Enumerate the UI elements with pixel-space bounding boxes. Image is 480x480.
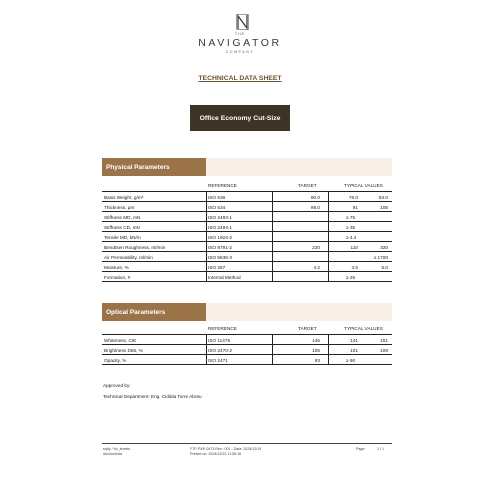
column-divider [328,222,329,231]
reference-standard: Internal Method [208,274,241,280]
brand-the: THE [235,32,245,36]
column-divider [272,232,273,241]
table-row [102,212,392,222]
header-typical-values: TYPICAL VALUES [344,326,383,331]
typical-min-value: 3.5 [351,264,358,270]
reference-standard: ISO 5636-3 [208,254,232,260]
column-divider [272,262,273,271]
brand-name: NAVIGATOR [198,37,282,49]
reference-standard: ISO 2470-2 [208,347,232,353]
column-divider [272,252,273,261]
column-divider [206,345,207,354]
table-row [102,335,392,345]
column-divider [206,202,207,211]
column-divider [206,232,207,241]
target-value: 98.0 [310,204,320,210]
table-row [102,262,392,272]
table-row [102,222,392,232]
column-divider [328,212,329,221]
document-title: TECHNICAL DATA SHEET [198,75,282,82]
table-row [102,192,392,202]
typical-limit-value: ≥ 4.4 [346,234,357,240]
typical-min-value: 110 [350,244,358,250]
parameter-name: Air Permeability, ml/min [104,254,153,260]
footer-left-line1: sqfty / fto_sheets [103,447,131,451]
parameter-name: Bendtsen Roughness, ml/min [104,244,166,250]
header-target: TARGET [298,183,317,188]
column-divider [272,242,273,251]
column-divider [272,192,273,201]
physical-table-header [102,181,392,190]
navigator-logo-icon [236,14,249,30]
column-divider [328,272,329,281]
typical-max-value: 5.0 [381,264,388,270]
typical-max-value: 109 [380,347,388,353]
typical-max-value: 105 [380,204,388,210]
target-value: 93 [314,357,320,363]
column-divider [272,212,273,221]
column-divider [328,202,329,211]
typical-max-value: 84.0 [378,194,388,200]
footer-left-line2: doc/moreda [103,452,122,456]
reference-standard: ISO 534 [208,204,226,210]
column-divider [206,262,207,271]
parameter-name: Formation, # [104,274,131,280]
header-reference: REFERENCE [208,326,237,331]
column-divider [206,242,207,251]
footer-page-value: 1 / 1 [377,447,384,451]
footer-divider [102,443,392,444]
header-reference: REFERENCE [208,183,237,188]
column-divider [206,355,207,364]
parameter-name: Whiteness, CIE [104,337,137,343]
table-row [102,252,392,262]
footer-revision: FTP-P&P-0473 Rev.: 001 - Data: 2024/12/19 [190,447,262,451]
parameter-name: Tensile MD, kN/m [104,234,141,240]
parameter-name: Opacity, % [104,357,127,363]
header-typical-values: TYPICAL VALUES [344,183,383,188]
column-divider [272,202,273,211]
column-divider [206,335,207,344]
column-divider [206,212,207,221]
target-value: 146 [312,337,320,343]
physical-parameters-title: Physical Parameters [102,158,206,176]
target-value: 80.0 [310,194,320,200]
parameter-name: Stiffness MD, mN [104,214,141,220]
target-value: 105 [312,347,320,353]
parameter-name: Stiffness CD, mN [104,224,140,230]
optical-parameters-band [102,303,392,321]
typical-min-value: 76.0 [348,194,358,200]
column-divider [206,192,207,201]
column-divider [328,345,329,354]
typical-limit-value: ≥ 25 [346,274,356,280]
table-row [102,242,392,252]
reference-standard: ISO 8791-2 [208,244,232,250]
optical-parameters-title: Optical Parameters [102,303,206,321]
approved-by-name: Technical Department: Eng. Cidália Torre Abreu [103,394,202,399]
column-divider [206,272,207,281]
optical-table-header [102,324,392,333]
table-row [102,355,392,365]
product-name-box: Office Economy Cut-Size [190,105,290,131]
target-value: 220 [312,244,320,250]
footer-page-label: Page: [356,447,366,451]
typical-max-value: 320 [380,244,388,250]
column-divider [328,232,329,241]
reference-standard: ISO 536 [208,194,226,200]
header-target: TARGET [298,326,317,331]
column-divider [328,192,329,201]
parameter-name: Basis Weight, g/m² [104,194,144,200]
table-row [102,272,392,282]
column-divider [272,345,273,354]
column-divider [272,272,273,281]
parameter-name: Brightness D65, % [104,347,143,353]
typical-limit-value: ≥ 75 [346,214,356,220]
brand-company: COMPANY [225,50,255,54]
column-divider [272,335,273,344]
column-divider [328,335,329,344]
column-divider [328,355,329,364]
approved-by-label: Approved by: [103,383,131,388]
typical-min-value: 91 [352,204,358,210]
column-divider [272,355,273,364]
column-divider [328,242,329,251]
target-value: 4.2 [313,264,320,270]
parameter-name: Moisture, % [104,264,129,270]
optical-table [102,334,392,365]
typical-min-value: 101 [350,347,358,353]
typical-min-value: 141 [350,337,358,343]
column-divider [272,222,273,231]
typical-limit-value: ≥ 35 [346,224,356,230]
reference-standard: ISO 287 [208,264,226,270]
table-row [102,202,392,212]
reference-standard: ISO 1924-2 [208,234,232,240]
reference-standard: ISO 11475 [208,337,231,343]
table-row [102,345,392,355]
typical-max-value: ≤ 1700 [373,254,388,260]
physical-parameters-band [102,158,392,176]
column-divider [328,252,329,261]
reference-standard: ISO 2493-1 [208,224,232,230]
parameter-name: Thickness, μm [104,204,135,210]
column-divider [206,222,207,231]
typical-max-value: 151 [380,337,388,343]
column-divider [328,262,329,271]
reference-standard: ISO 2471 [208,357,228,363]
reference-standard: ISO 2493-1 [208,214,232,220]
column-divider [206,252,207,261]
footer-printed-on: Printed on: 2024/12/23 11:55:16 [190,452,242,456]
table-row [102,232,392,242]
typical-limit-value: ≥ 90 [346,357,356,363]
physical-table [102,191,392,282]
